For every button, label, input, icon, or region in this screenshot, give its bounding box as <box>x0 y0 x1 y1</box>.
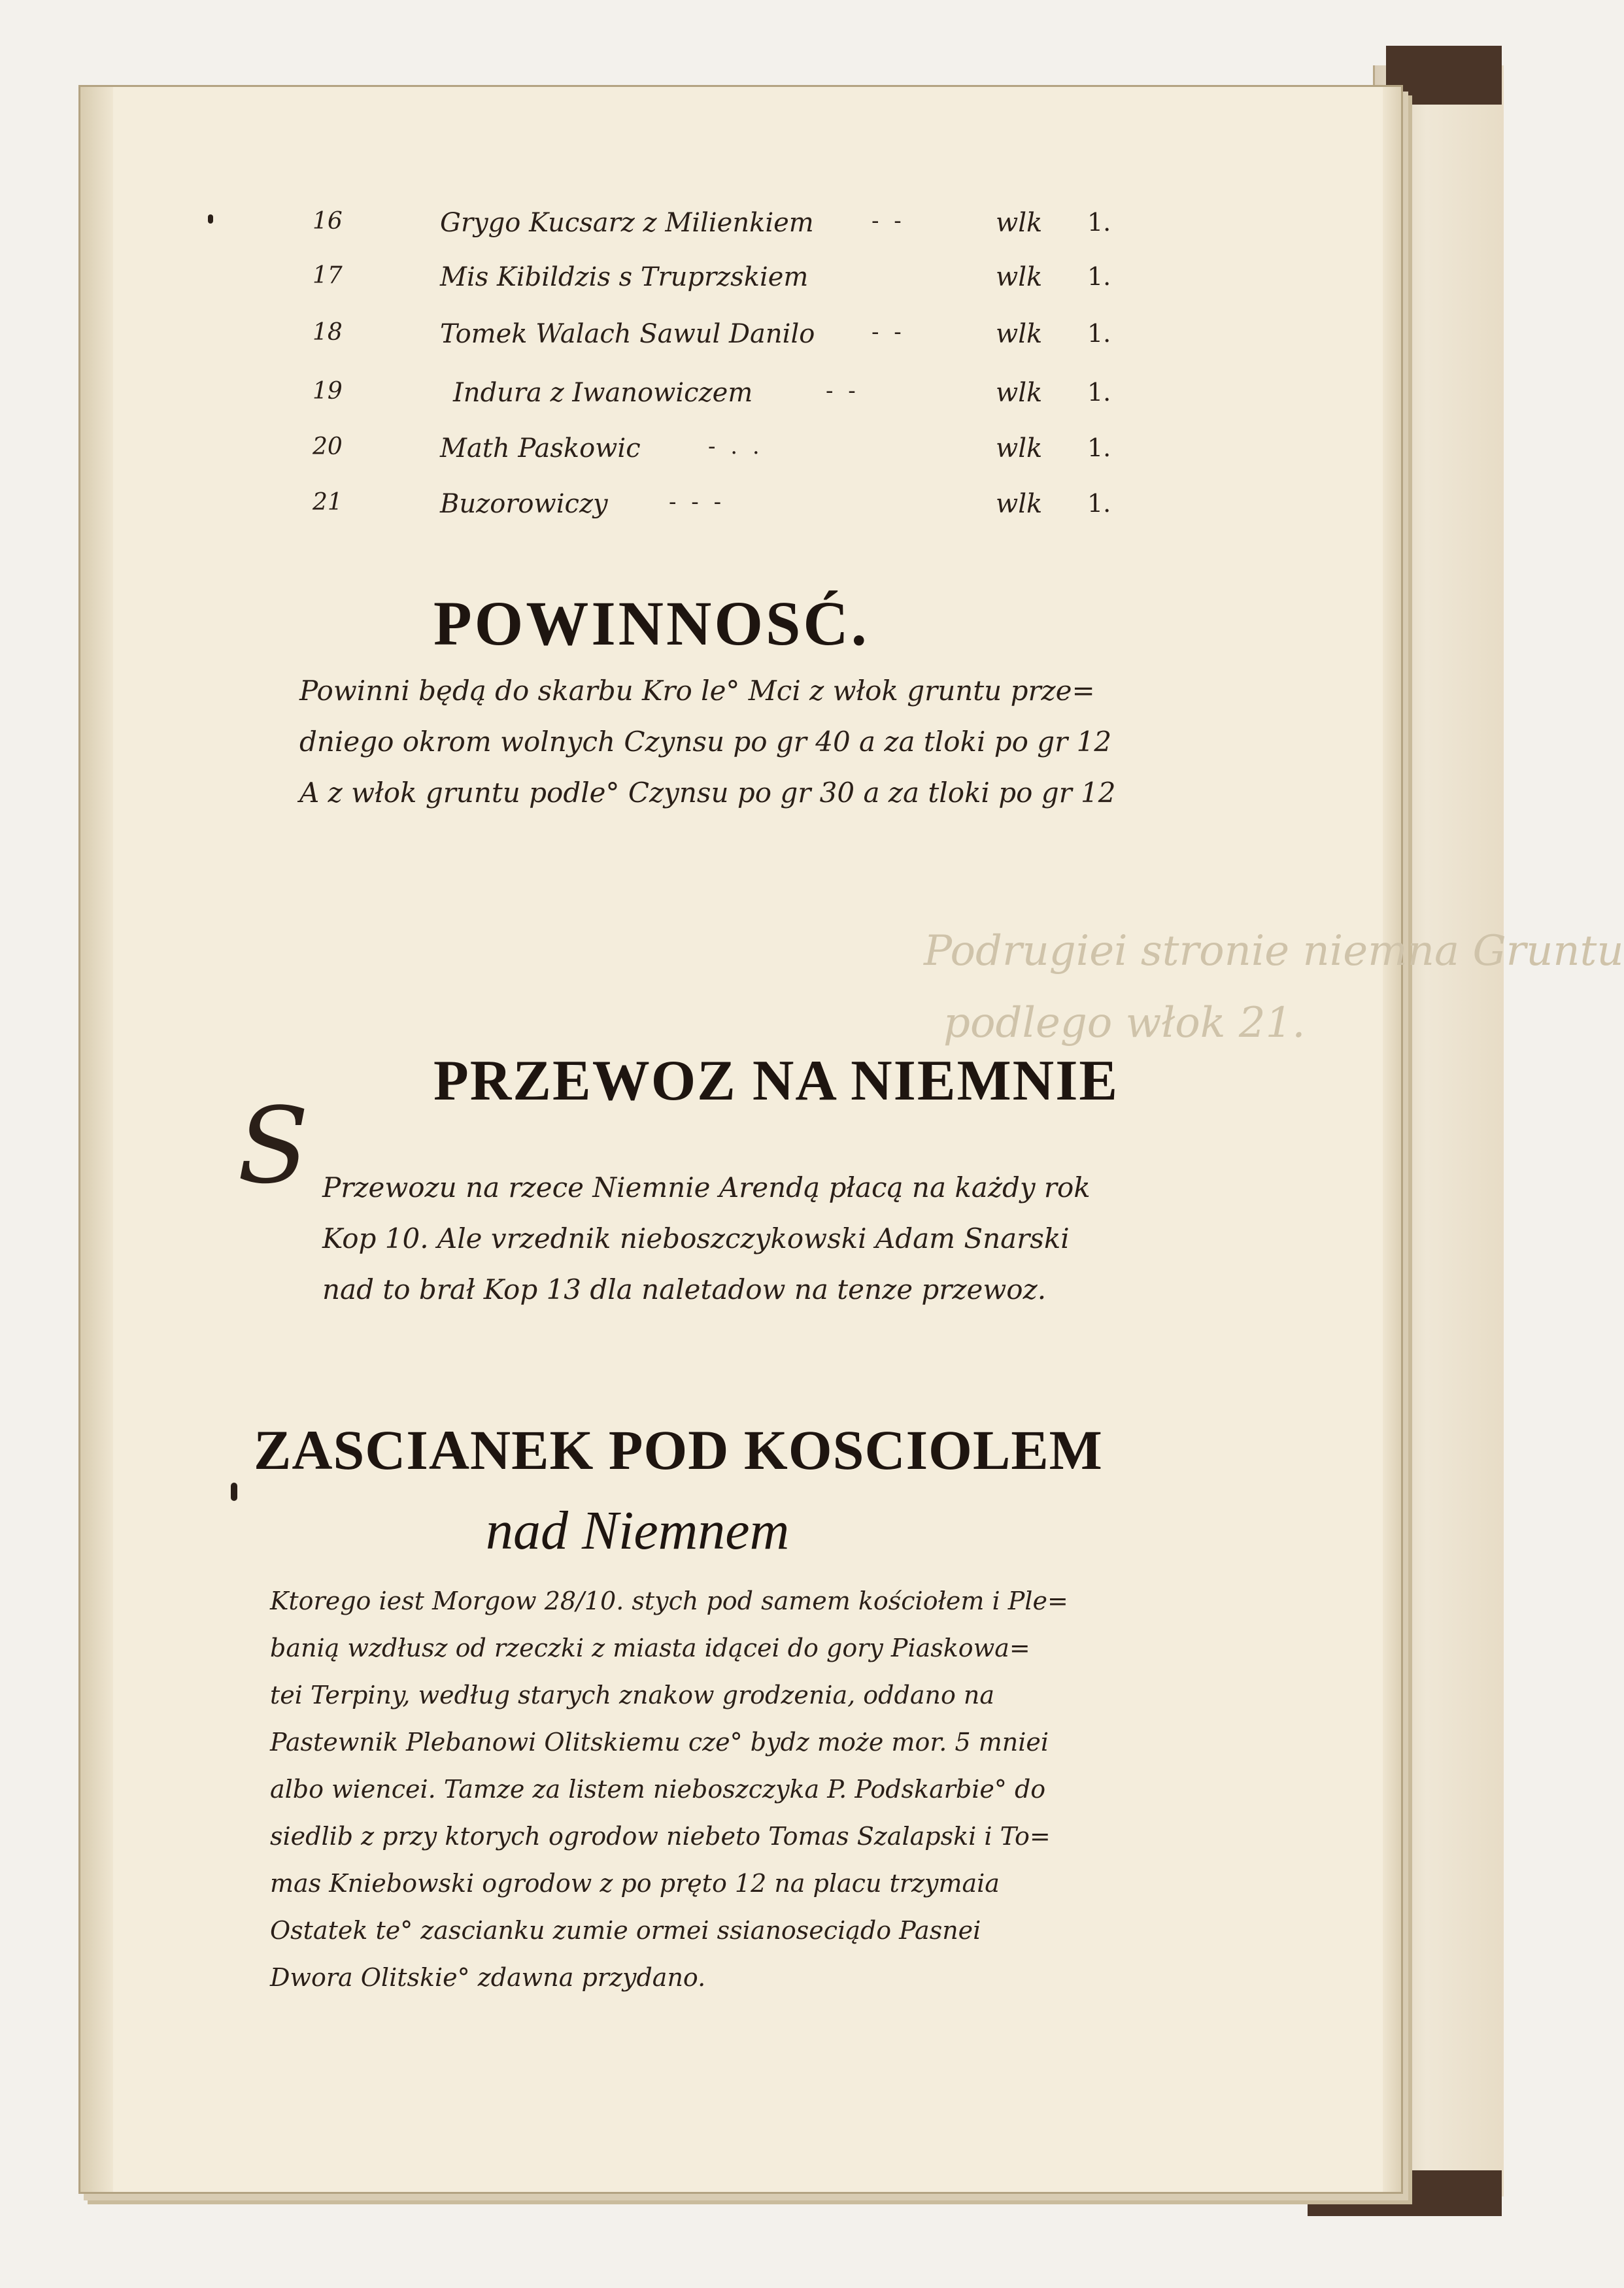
item-count: 1. <box>1087 208 1111 237</box>
dash-leader: - - - <box>669 489 726 515</box>
item-count: 1. <box>1087 489 1111 518</box>
text-line: Pastewnik Plebanowi Olitskiemu cze° bydz może mor. 5 mniei <box>270 1728 1049 1757</box>
text-line: dniego okrom wolnych Czynsu po gr 40 a za tloki po gr 12 <box>299 726 1112 758</box>
section-subheading-zascianek: nad Niemnem <box>486 1500 790 1561</box>
item-number: 18 <box>313 319 343 346</box>
item-number: 17 <box>313 262 343 289</box>
list-item <box>80 433 1401 486</box>
section-heading-zascianek: ZASCIANEK POD KOSCIOLEM <box>254 1419 1103 1481</box>
bleed-through-line-1: Podrugiei stronie niemna Gruntu <box>924 927 1624 975</box>
dash-leader: - . . <box>708 433 764 460</box>
section-body-przewoz <box>322 1162 1091 1315</box>
item-number: 16 <box>313 208 343 235</box>
drop-cap-initial: S <box>237 1085 309 1207</box>
text-line: albo wiencei. Tamze za listem nieboszczyka P. Podskarbie° do <box>270 1775 1046 1804</box>
margin-ink-mark <box>231 1483 237 1501</box>
list-item <box>80 208 1401 260</box>
book-cover-corner-top <box>1386 46 1502 105</box>
list-item <box>80 319 1401 371</box>
dash-leader: - - <box>871 319 905 345</box>
item-number: 20 <box>313 433 343 460</box>
item-unit: wlk <box>996 208 1043 238</box>
bleed-through-line-2: podlego włok 21. <box>943 999 1306 1047</box>
list-item <box>80 378 1401 430</box>
text-line: Kop 10. Ale vrzednik nieboszczykowski Adam Snarski <box>322 1222 1070 1254</box>
text-line: nad to brał Kop 13 dla naletadow na tenze przewoz. <box>322 1273 1047 1305</box>
list-item <box>80 489 1401 541</box>
item-number: 21 <box>313 489 343 516</box>
item-name: Math Paskowic <box>440 433 641 463</box>
text-line: siedlib z przy ktorych ogrodow niebeto Tomas Szalapski i To= <box>270 1822 1051 1851</box>
dash-leader: - - <box>826 378 860 404</box>
item-count: 1. <box>1087 262 1111 291</box>
text-line: mas Kniebowski ogrodow z po pręto 12 na placu trzymaia <box>270 1869 1000 1898</box>
text-line: banią wzdłusz od rzeczki z miasta idącei do gory Piaskowa= <box>270 1634 1030 1662</box>
item-name: Buzorowiczy <box>440 489 608 519</box>
text-line: Ostatek te° zascianku zumie ormei ssianoseciądo Pasnei <box>270 1916 981 1945</box>
item-unit: wlk <box>996 319 1043 349</box>
item-count: 1. <box>1087 319 1111 348</box>
section-heading-przewoz: PRZEWOZ NA NIEMNIE <box>433 1049 1119 1113</box>
text-line: Ktorego iest Morgow 28/10. stych pod samem kościołem i Ple= <box>270 1587 1068 1615</box>
item-number: 19 <box>313 378 343 405</box>
manuscript-page <box>78 85 1624 2194</box>
item-unit: wlk <box>996 433 1043 463</box>
item-count: 1. <box>1087 433 1111 462</box>
item-name: Grygo Kucsarz z Milienkiem <box>440 208 814 238</box>
item-name: Mis Kibildzis s Truprzskiem <box>440 262 809 292</box>
item-count: 1. <box>1087 378 1111 407</box>
section-body-zascianek <box>270 1577 1068 2001</box>
dash-leader: - - <box>871 208 905 234</box>
item-unit: wlk <box>996 489 1043 519</box>
item-unit: wlk <box>996 378 1043 408</box>
list-item <box>80 262 1401 314</box>
text-line: A z włok gruntu podle° Czynsu po gr 30 a za tloki po gr 12 <box>299 777 1116 809</box>
item-name: Indura z Iwanowiczem <box>453 378 753 408</box>
text-line: Powinni będą do skarbu Kro le° Mci z włok gruntu prze= <box>299 675 1095 707</box>
text-line: Przewozu na rzece Niemnie Arendą płacą na każdy rok <box>322 1171 1091 1203</box>
item-unit: wlk <box>996 262 1043 292</box>
section-heading-powinnosc: POWINNOSĆ. <box>433 588 870 658</box>
text-line: tei Terpiny, według starych znakow grodzenia, oddano na <box>270 1681 995 1709</box>
item-name: Tomek Walach Sawul Danilo <box>440 319 815 349</box>
margin-ink-dot <box>208 214 213 224</box>
text-line: Dwora Olitskie° zdawna przydano. <box>270 1963 706 1992</box>
section-body-powinnosc <box>299 665 1116 818</box>
